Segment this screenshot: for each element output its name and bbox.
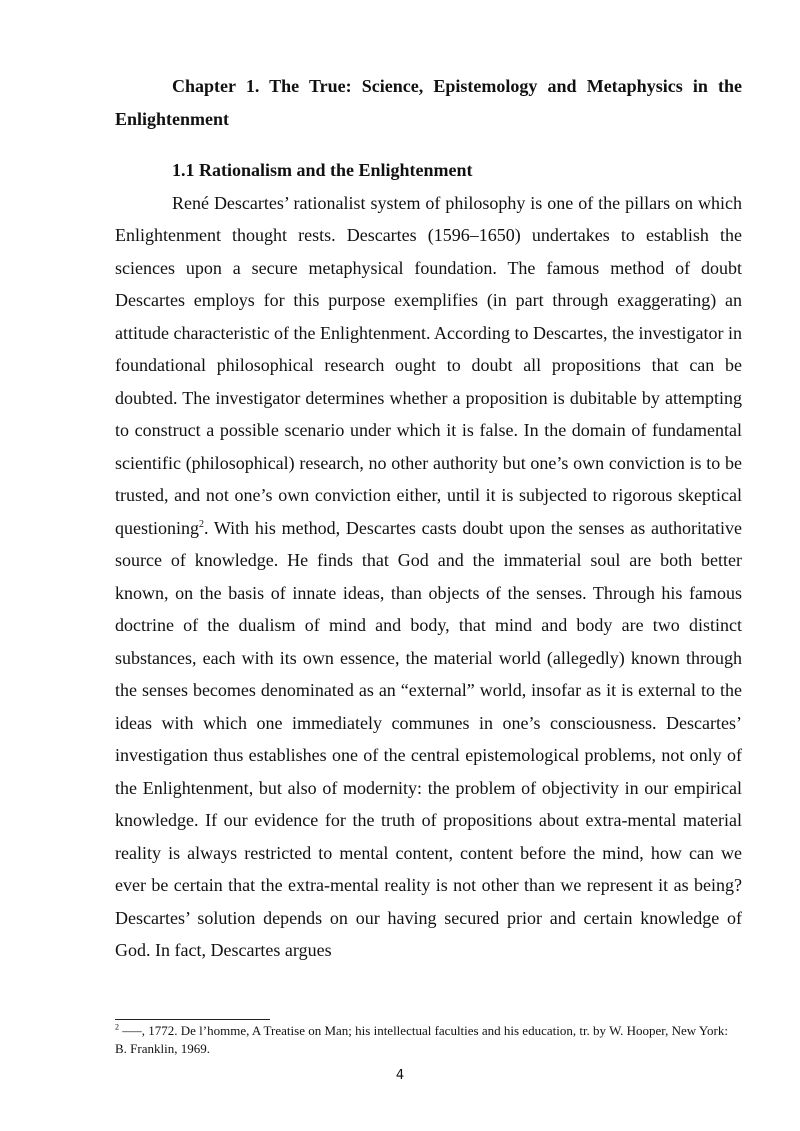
page-number: 4 <box>395 1068 405 1083</box>
footnote-divider <box>115 1019 270 1020</box>
footnote-marker: 2 <box>115 1022 119 1032</box>
section-title: 1.1 Rationalism and the Enlightenment <box>172 160 473 180</box>
page-content <box>115 70 742 967</box>
body-paragraph <box>115 187 742 967</box>
paragraph-text-part-2: . With his method, Descartes casts doubt upon the senses as authoritative source of knowledge. He finds that God and the immaterial soul are both better known, on the basis of innate ideas, than objects of the senses. Through his famous doctrine of the dualism of mind and body, that mind and body are two distinct substances, each with its own essence, the material world (allegedly) known through the senses becomes denominated as an “external” world, insofar as it is external to the ideas with which one immediately communes in one’s consciousness. Descartes’ investigation thus establishes one of the central epistemological problems, not only of the Enlightenment, but also of modernity: the problem of objectivity in our empirical knowledge. If our evidence for the truth of propositions about extra-mental material reality is always restricted to mental content, content before the mind, how can we ever be certain that the extra-mental reality is not other than we represent it as being? Descartes’ solution depends on our having secured prior and certain knowledge of God. In fact, Descartes argues <box>115 517 742 960</box>
chapter-title: Chapter 1. The True: Science, Epistemology and Metaphysics in the Enlightenment <box>115 76 742 129</box>
paragraph-text-part-1: René Descartes’ rationalist system of philosophy is one of the pillars on which Enlightenment thought rests. Descartes (1596–1650) undertakes to establish the sciences upon a secure metaphysical foundation. The famous method of doubt Descartes employs for this purpose exemplifies (in part through exaggerating) an attitude characteristic of the Enlightenment. According to Descartes, the investigator in foundational philosophical research ought to doubt all propositions that can be doubted. The investigator determines whether a proposition is dubitable by attempting to construct a possible scenario under which it is false. In the domain of fundamental scientific (philosophical) research, no other authority but one’s own conviction is to be trusted, and not one’s own conviction either, until it is subjected to rigorous skeptical questioning <box>115 192 742 538</box>
footnote-reference[interactable]: 2 <box>199 518 204 530</box>
footnote-text: —–, 1772. De l’homme, A Treatise on Man; his intellectual faculties and his education, tr. by W. Hooper, New York: B. Franklin, 1969. <box>115 1023 728 1056</box>
footnote <box>115 1022 742 1058</box>
